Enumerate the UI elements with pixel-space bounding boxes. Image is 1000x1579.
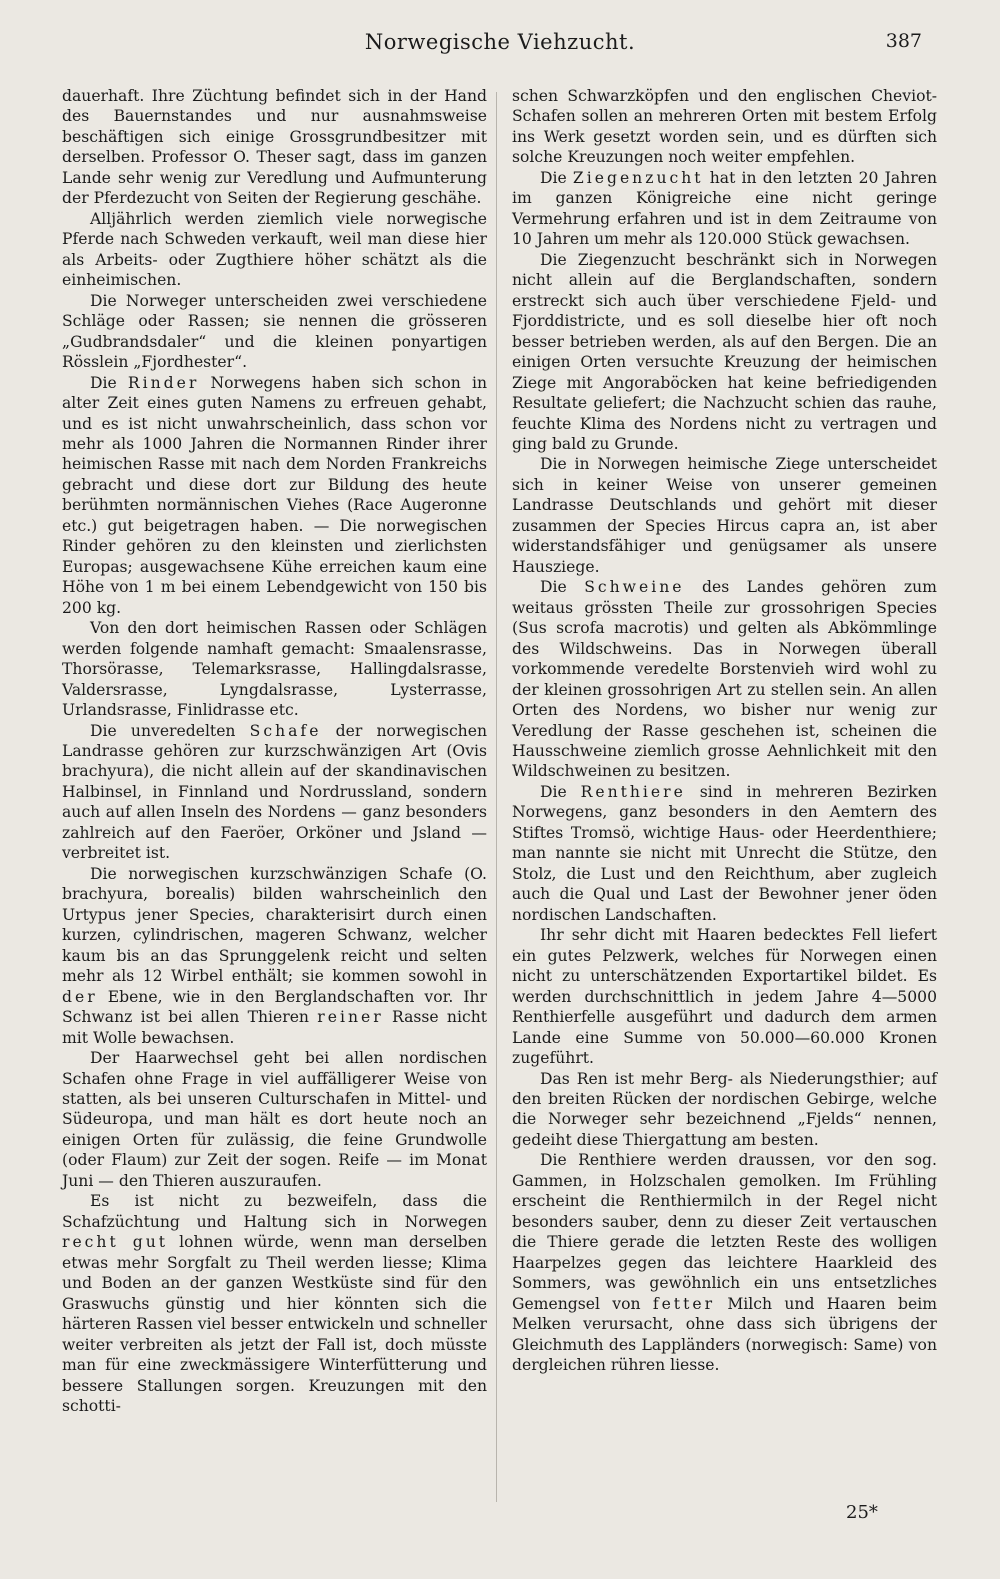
paragraph: [512, 782, 937, 925]
paragraph: dauerhaft. Ihre Züchtung befindet sich in der Hand des Bauernstandes und nur ausnahmsweise beschäftigen sich einige Grossgrundbesitzer mit derselben. Professor O. Theser sagt, dass im ganzen Lande sehr wenig zur Veredlung und Aufmunterung der Pferdezucht von Seiten der Regierung geschähe.: [62, 87, 487, 208]
left-column: [62, 86, 487, 1416]
paragraph: Der Haarwechsel geht bei allen nordischen Schafen ohne Frage in viel auffälligerer Weise von statten, als bei unseren Culturschafen in Mittel- und Südeuropa, und man hält es dort heute noch an einigen Orten für zulässig, die feine Grundwolle (oder Flaum) zur Zeit der sogen. Reife — im Monat Juni — den Thieren auszuraufen.: [62, 1049, 487, 1190]
signature-mark: 25*: [846, 1502, 878, 1523]
column-divider: [496, 92, 497, 1502]
paragraph: Die in Norwegen heimische Ziege unterscheidet sich in keiner Weise von unserer gemeinen Landrasse Deutschlands und gehört mit dieser zusammen der Species Hircus capra an, ist aber widerstandsfähiger und genügsamer als unsere Hausziege.: [512, 455, 937, 576]
text-run: Die: [540, 168, 573, 187]
text-run: des Landes gehören zum weitaus grössten Theile zur grossohrigen Species (Sus scrofa macrotis) und gelten als Abkömmlinge des Wildschweins. Das in Norwegen überall vorkommende veredelte Borstenvieh wird wohl zu der kleinen grossohrigen Art zu stellen sein. An allen Orten des Nordens, wo bisher nur wenig zur Veredlung der Rasse geschehen ist, scheinen die Hausschweine ziemlich grosse Aehnlichkeit mit den Wildschweinen zu besitzen.: [512, 578, 937, 781]
text-run: Norwegens haben sich schon in alter Zeit eines guten Namens zu erfreuen gehabt, und es ist nicht unwahrscheinlich, dass schon vor mehr als 1000 Jahren die Normannen Rinder ihrer heimischen Rasse mit nach dem Norden Frankreichs gebracht und diese dort zur Bildung des heute berühmten normännischen Viehes (Race Augeronne etc.) gut beigetragen haben. — Die norwegischen Rinder gehören zu den kleinsten und zierlichsten Europas; ausgewachsene Kühe erreichen kaum eine Höhe von 1 m bei einem Lebendgewicht von 150 bis 200 kg.: [62, 373, 487, 617]
spaced-term: Ziegenzucht: [572, 168, 704, 187]
paragraph: [62, 864, 487, 1048]
text-run: Die unveredelten: [90, 721, 250, 740]
paragraph: [62, 373, 487, 619]
text-run: Die: [540, 578, 585, 597]
paragraph: [62, 721, 487, 864]
text-run: Es ist nicht zu bezweifeln, dass die Schafzüchtung und Haltung sich in Norwegen: [62, 1192, 487, 1231]
text-run: Die: [540, 782, 581, 801]
text-run: der norwegischen Landrasse gehören zur kurzschwänzigen Art (Ovis brachyura), die nicht allein auf der skandinavischen Halbinsel, in Finnland und Nordrussland, sondern auch auf allen Inseln des Nordens — ganz besonders zahlreich auf den Faeröer, Orköner und Jsland — verbreitet ist.: [62, 721, 487, 863]
text-run: sind in mehreren Bezirken Norwegens, ganz besonders in den Aemtern des Stiftes Tromsö, wichtige Haus- oder Heerdenthiere; man nannte sie nicht mit Unrecht die Stütze, den Stolz, die Lust und den Reichthum, aber zugleich auch die Qual und Last der Bewohner jener öden nordischen Landschaften.: [512, 782, 937, 924]
paragraph: Von den dort heimischen Rassen oder Schlägen werden folgende namhaft gemacht: Smaalensrasse, Thorsörasse, Telemarksrasse, Hallingdalsrasse, Valdersrasse, Lyngdalsrasse, Lysterrasse, Urlandsrasse, Finlidrasse etc.: [62, 619, 487, 720]
spaced-term: der: [62, 987, 98, 1006]
paragraph: [512, 1150, 937, 1375]
text-run: Die: [90, 373, 128, 392]
page-number: 387: [885, 30, 922, 52]
paragraph: Alljährlich werden ziemlich viele norwegische Pferde nach Schweden verkauft, weil man diese hier als Arbeits- oder Zugthiere höher schätzt als die einheimischen.: [62, 209, 487, 290]
spaced-term: fetter: [652, 1294, 716, 1313]
right-column: [512, 86, 937, 1376]
spaced-term: Schweine: [584, 578, 685, 597]
spaced-term: Schafe: [249, 721, 322, 740]
text-run: lohnen würde, wenn man derselben etwas mehr Sorgfalt zu Theil werden liesse; Klima und Boden an der ganzen Westküste sind für den Graswuchs günstig und hier könnten sich die härteren Rassen viel besser entwickeln und schneller weiter verbreiten als jetzt der Fall ist, doch müsste man für eine zweckmässigere Winterfütterung und bessere Stallungen sorgen. Kreuzungen mit den schotti-: [62, 1233, 487, 1415]
spaced-term: Rinder: [127, 373, 200, 392]
paragraph: Das Ren ist mehr Berg- als Niederungsthier; auf den breiten Rücken der nordischen Gebirge, welche die Norweger sehr bezeichnend „Fjelds“ nennen, gedeiht diese Thiergattung am besten.: [512, 1069, 937, 1149]
text-run: Rasse nicht mit Wolle bewachsen.: [62, 1008, 487, 1047]
text-run: Die norwegischen kurzschwänzigen Schafe (O. brachyura, borealis) bilden wahrscheinlich den Urtypus jener Species, charakterisirt durch einen kurzen, cylindrischen, mageren Schwanz, welcher kaum bis an das Sprunggelenk reicht und selten mehr als 12 Wirbel enthält; sie kommen sowohl in: [62, 864, 487, 986]
spaced-term: Renthiere: [580, 782, 686, 801]
running-title: Norwegische Viehzucht.: [364, 30, 636, 54]
paragraph: Die Norweger unterscheiden zwei verschiedene Schläge oder Rassen; sie nennen die grösseren „Gudbrandsdaler“ und die kleinen ponyartigen Rösslein „Fjordhester“.: [62, 291, 487, 372]
spaced-term: reiner: [317, 1008, 384, 1027]
text-run: Die Renthiere werden draussen, vor den sog. Gammen, in Holzschalen gemolken. Im Frühling erscheint die Renthiermilch in der Regel nicht besonders sauber, denn zu dieser Zeit vertauschen die Thiere gerade die letzten Reste des wolligen Haarpelzes gegen das leichtere Haarkleid des Sommers, was gewöhnlich ein uns entsetzliches Gemengsel von: [512, 1151, 937, 1313]
spaced-term: recht gut: [62, 1233, 169, 1252]
paragraph: [62, 1191, 487, 1416]
paragraph: [512, 168, 937, 250]
text-run: Milch und Haaren beim Melken verursacht, ohne dass sich übrigens der Gleichmuth des Lappländers (norwegisch: Same) von dergleichen rühren liesse.: [512, 1294, 937, 1375]
paragraph: Ihr sehr dicht mit Haaren bedecktes Fell liefert ein gutes Pelzwerk, welches für Norwegen einen nicht zu unterschätzenden Exportartikel bildet. Es werden durchschnittlich in jedem Jahre 4—5000 Renthierfelle ausgeführt und dadurch dem armen Lande eine Summe von 50.000—60.000 Kronen zugeführt.: [512, 926, 937, 1068]
text-run: hat in den letzten 20 Jahren im ganzen Königreiche eine nicht geringe Vermehrung erfahren und ist in dem Zeitraume von 10 Jahren um mehr als 120.000 Stück gewachsen.: [512, 168, 937, 249]
paragraph: Die Ziegenzucht beschränkt sich in Norwegen nicht allein auf die Berglandschaften, sondern erstreckt sich auch über verschiedene Fjeld- und Fjorddistricte, und es soll dieselbe hier oft noch besser betrieben werden, als auf den Bergen. Die an einigen Orten versuchte Kreuzung der heimischen Ziege mit Angoraböcken hat keine befriedigenden Resultate geliefert; die Nachzucht schien das rauhe, feuchte Klima des Nordens nicht zu vertragen und ging bald zu Grunde.: [512, 250, 937, 453]
paragraph: [512, 577, 937, 782]
paragraph: schen Schwarzköpfen und den englischen Cheviot-Schafen sollen an mehreren Orten mit bestem Erfolg ins Werk gesetzt worden sein, und es dürften sich solche Kreuzungen noch weiter empfehlen.: [512, 87, 937, 167]
text-run: Ebene, wie in den Berglandschaften vor. Ihr Schwanz ist bei allen Thieren: [62, 987, 487, 1027]
